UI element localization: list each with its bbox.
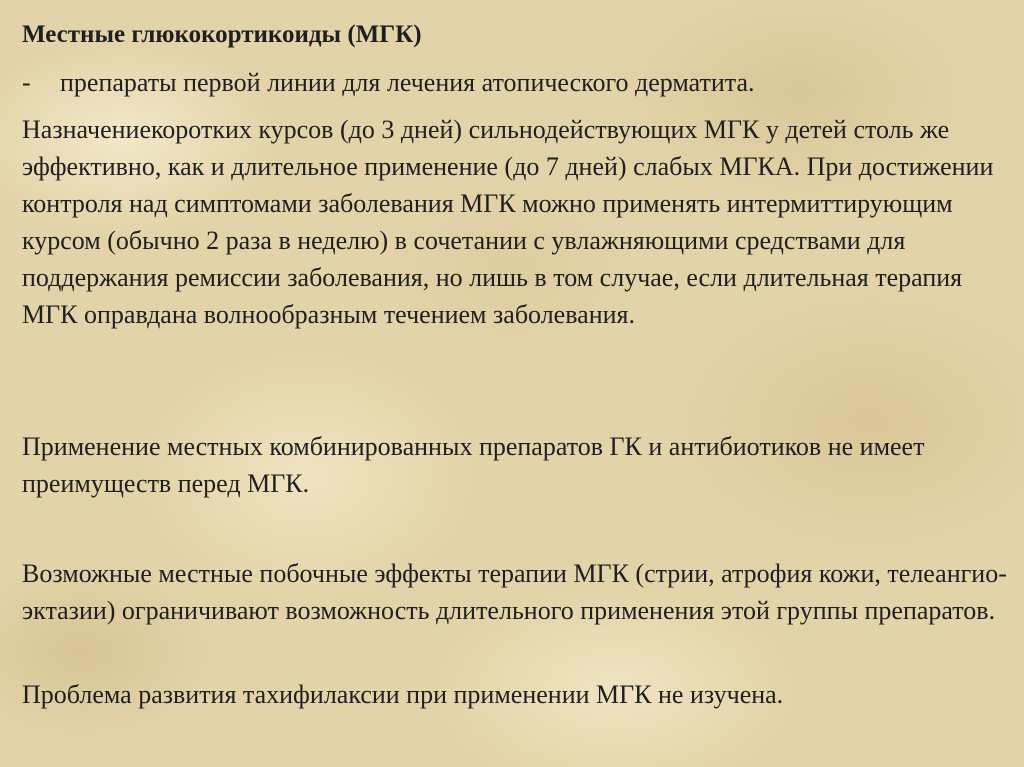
paragraph-short-course: Назначениекоротких курсов (до 3 дней) сильнодействующих МГК у детей столь же эффективно, как и длительное применение (до 7 дней) слабых МГКА. При достижении контроля над симптомами заболевания МГК можно применять интермиттирующим курсом (обычно 2 раза в неделю) в сочетании с увлажняющими средствами для поддержания ремиссии заболевания, но лишь в том случае, если длительная терапия МГК оправдана волнообразным течением заболевания.	[22, 115, 994, 329]
slide-heading: Местные глюкокортикоиды (МГК)	[22, 21, 422, 48]
paragraph-combined-drugs: Применение местных комбинированных препаратов ГК и антибиотиков не имеет преимуществ перед МГК.	[22, 432, 925, 498]
paragraph-side-effects: Возможные местные побочные эффекты терапии МГК (стрии, атрофия кожи, телеангио-эктазии) ограничивают возможность длительного применения этой группы препаратов.	[22, 559, 1007, 625]
bullet-text: препараты первой линии для лечения атопического дерматита.	[60, 68, 755, 97]
bullet-item	[22, 64, 1012, 101]
paragraph-tachyphylaxis: Проблема развития тахифилаксии при применении МГК не изучена.	[22, 680, 784, 709]
bullet-marker: -	[22, 68, 31, 97]
